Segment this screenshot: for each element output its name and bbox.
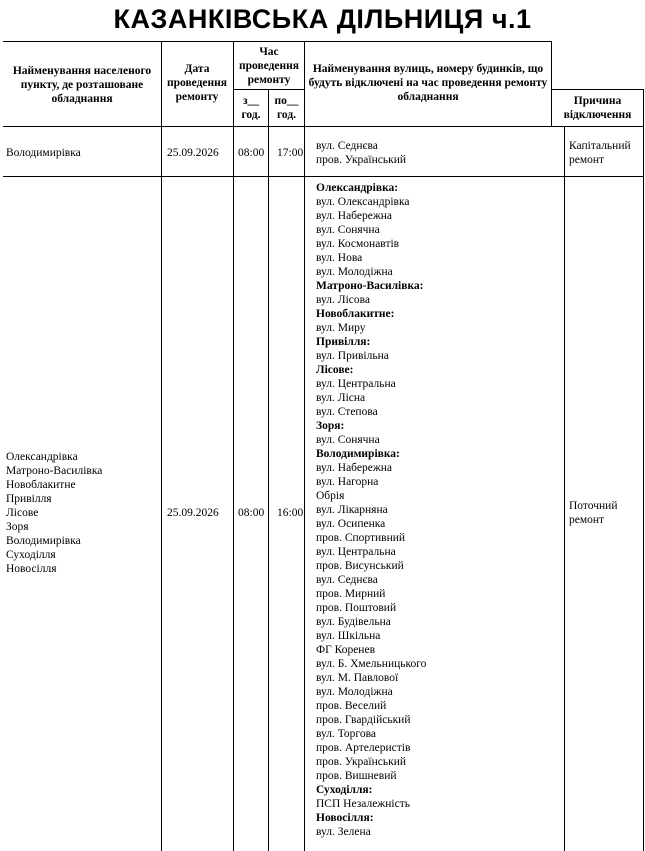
- header-time-from: з__ год.: [241, 95, 261, 121]
- street-item: вул. Центральна: [316, 546, 396, 558]
- street-item: Суходілля:: [316, 784, 373, 796]
- row2-reason: Поточний ремонт: [569, 500, 618, 526]
- street-item: вул. Олександрівка: [316, 196, 410, 208]
- row2-settlement-list: [6, 450, 102, 576]
- street-item: пров. Гвардійський: [316, 714, 411, 726]
- row2-time-to: 16:00: [277, 507, 304, 519]
- street-item: вул. Привільна: [316, 350, 389, 362]
- street-item: Новоблакитне:: [316, 308, 395, 320]
- settlement-name: Олександрівка: [6, 451, 78, 463]
- street-item: вул. Молодіжна: [316, 686, 393, 698]
- street-item: вул. Шкільна: [316, 630, 381, 642]
- row-divider: [3, 176, 644, 177]
- street-item: Новосілля:: [316, 812, 374, 824]
- street-item: вул. Молодіжна: [316, 266, 393, 278]
- street-item: пров. Висунський: [316, 560, 404, 572]
- street-item: вул. Космонавтів: [316, 238, 400, 250]
- street-item: вул. Зелена: [316, 826, 371, 838]
- row1-settlement-list: [6, 146, 81, 160]
- row2-streets-list: [316, 181, 426, 839]
- col-divider-4: [304, 41, 305, 851]
- header-streets: Найменування вулиць, номеру будинків, що будуть відключені на час проведення ремонту обладнання: [308, 63, 548, 103]
- settlement-name: Зоря: [6, 521, 29, 533]
- street-item: пров. Український: [316, 154, 407, 166]
- col-divider-3: [268, 89, 269, 851]
- street-item: вул. Набережна: [316, 462, 393, 474]
- street-item: пров. Поштовий: [316, 602, 397, 614]
- table-top-border: [3, 41, 551, 42]
- street-item: Привілля:: [316, 336, 371, 348]
- street-item: вул. Центральна: [316, 378, 396, 390]
- col-divider-1: [161, 41, 162, 851]
- header-time: Час проведення ремонту: [238, 46, 300, 86]
- col-divider-5-body: [564, 126, 565, 851]
- street-item: Матроно-Василівка:: [316, 280, 424, 292]
- street-item: Володимирівка:: [316, 448, 400, 460]
- street-item: пров. Веселий: [316, 700, 387, 712]
- street-item: пров. Вишневий: [316, 770, 397, 782]
- street-item: вул. Лікарняна: [316, 504, 388, 516]
- settlement-name: Володимирівка: [6, 535, 81, 547]
- street-item: Олександрівка:: [316, 182, 399, 194]
- settlement-name: Новоблакитне: [6, 479, 76, 491]
- street-item: вул. Седнєва: [316, 140, 378, 152]
- street-item: вул. Торгова: [316, 728, 376, 740]
- street-item: ПСП Незалежність: [316, 798, 410, 810]
- settlement-name: Лісове: [6, 507, 39, 519]
- header-time-to: по__ год.: [274, 95, 299, 121]
- col-divider-5-header: [551, 41, 552, 126]
- street-item: вул. Будівельна: [316, 616, 391, 628]
- street-item: Лісове:: [316, 364, 354, 376]
- page-title: КАЗАНКІВСЬКА ДІЛЬНИЦЯ ч.1: [113, 4, 532, 34]
- street-item: пров. Артелеристів: [316, 742, 411, 754]
- row2-date: 25.09.2026: [167, 507, 219, 519]
- street-item: вул. Лісна: [316, 392, 366, 404]
- settlement-name: Володимирівка: [6, 147, 81, 159]
- street-item: Обрія: [316, 490, 345, 502]
- street-item: ФГ Коренев: [316, 644, 375, 656]
- header-reason: Причина відключення: [563, 95, 632, 121]
- row1-time-to: 17:00: [277, 147, 304, 159]
- street-item: вул. Сонячна: [316, 434, 380, 446]
- street-item: вул. Набережна: [316, 210, 393, 222]
- row1-date: 25.09.2026: [167, 147, 219, 159]
- table-right-border: [643, 89, 644, 851]
- header-date: Дата проведення ремонту: [166, 63, 228, 103]
- street-item: вул. Степова: [316, 406, 378, 418]
- settlement-name: Привілля: [6, 493, 52, 505]
- row2-time-from: 08:00: [238, 507, 265, 519]
- header-settlement: Найменування населеного пункту, де розташоване обладнання: [12, 65, 152, 105]
- settlement-name: Матроно-Василівка: [6, 465, 103, 477]
- reason-header-top-border: [551, 89, 644, 90]
- street-item: пров. Мирний: [316, 588, 386, 600]
- street-item: вул. Нова: [316, 252, 363, 264]
- row1-time-from: 08:00: [238, 147, 265, 159]
- street-item: вул. Нагорна: [316, 476, 379, 488]
- street-item: пров. Спортивний: [316, 532, 406, 544]
- street-item: вул. Сонячна: [316, 224, 380, 236]
- street-item: вул. Лісова: [316, 294, 371, 306]
- street-item: вул. М. Павлової: [316, 672, 399, 684]
- col-divider-2: [233, 41, 234, 851]
- row1-streets-list: [316, 139, 406, 167]
- street-item: Зоря:: [316, 420, 345, 432]
- settlement-name: Суходілля: [6, 549, 56, 561]
- header-bottom-border: [3, 126, 644, 127]
- street-item: вул. Осипенка: [316, 518, 386, 530]
- street-item: вул. Седнєва: [316, 574, 378, 586]
- settlement-name: Новосілля: [6, 563, 57, 575]
- street-item: вул. Б. Хмельницького: [316, 658, 427, 670]
- street-item: вул. Миру: [316, 322, 366, 334]
- street-item: пров. Український: [316, 756, 407, 768]
- row1-reason: Капітальний ремонт: [569, 140, 631, 166]
